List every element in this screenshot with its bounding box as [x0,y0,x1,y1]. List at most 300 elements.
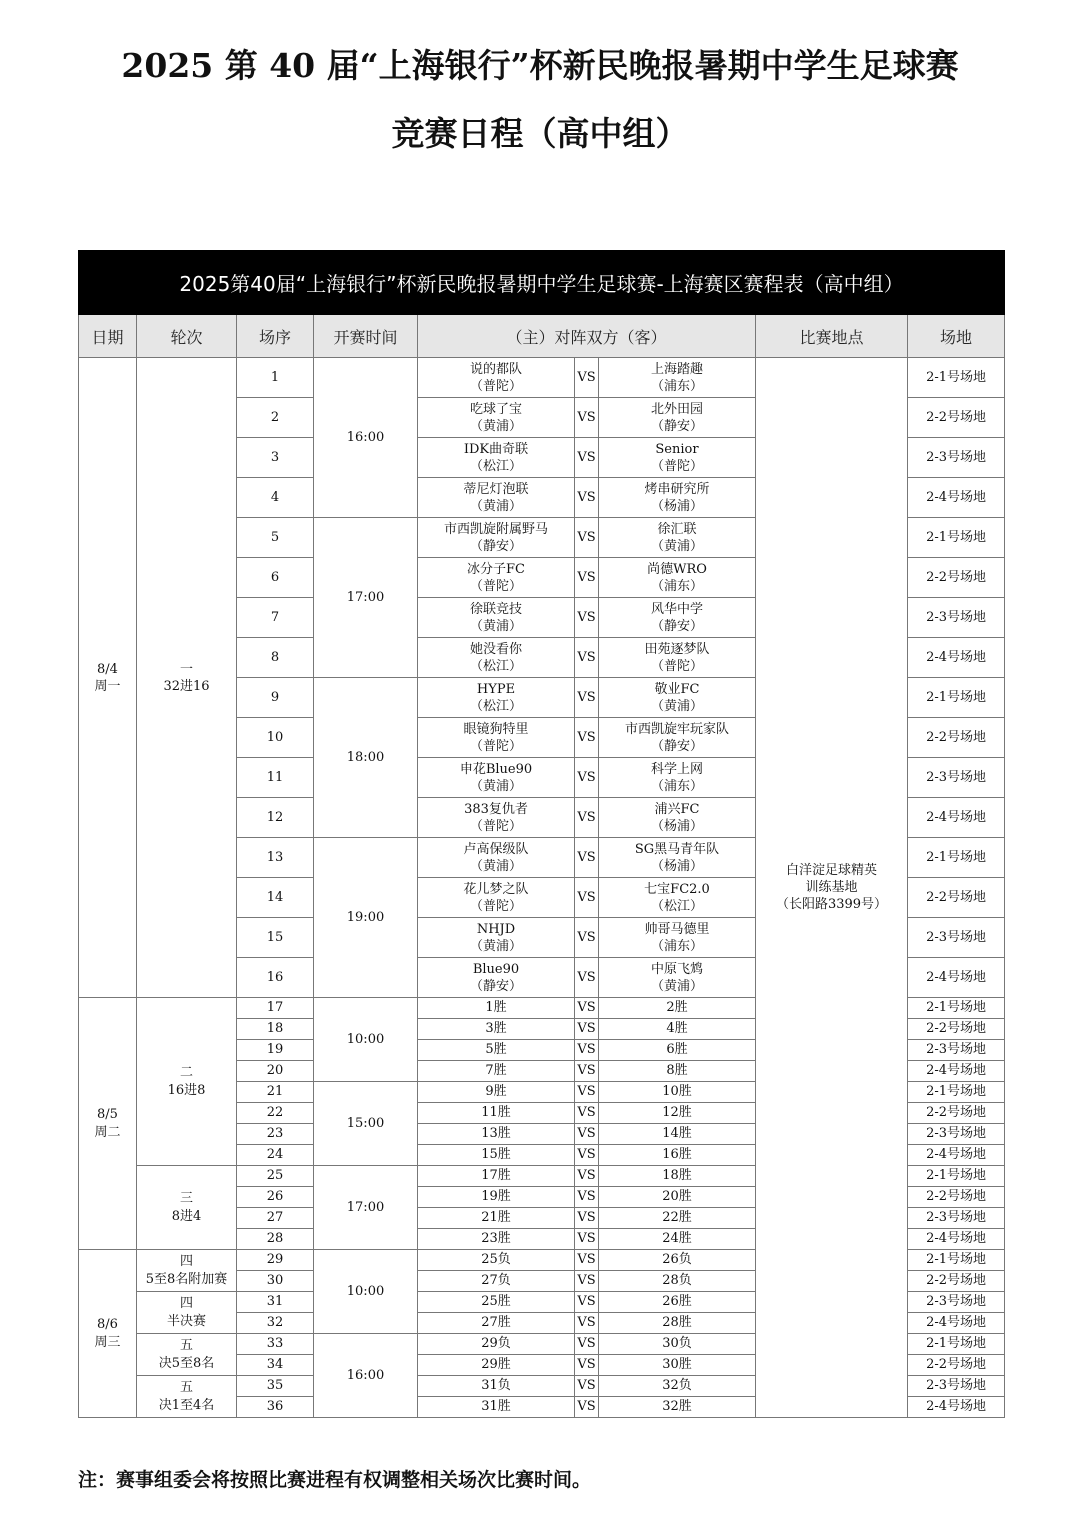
match-number: 28 [237,1229,314,1250]
date-line1: 8/6 [97,1316,118,1332]
away-team-line1: 徐汇联 [657,521,697,537]
vs-label: VS [575,678,599,718]
date-line2: 周三 [94,1334,121,1350]
vs-label: VS [575,1103,599,1124]
field-cell: 2-2号场地 [908,558,1005,598]
home-team: 1胜 [418,998,575,1019]
home-team [418,358,575,398]
away-team [599,518,756,558]
home-team: 31负 [418,1376,575,1397]
home-team-line2: （松江） [469,698,522,714]
field-cell: 2-1号场地 [908,1166,1005,1187]
home-team-line2: （黄浦） [469,418,522,434]
vs-label: VS [575,1082,599,1103]
round-line2: 8进4 [171,1208,202,1224]
home-team: 27胜 [418,1313,575,1334]
away-team-line1: Senior [655,441,699,457]
kickoff-time: 17:00 [314,518,418,678]
match-number: 12 [237,798,314,838]
away-team-line1: 田苑逐梦队 [644,641,710,657]
field-cell: 2-1号场地 [908,678,1005,718]
match-number: 30 [237,1271,314,1292]
home-team-line1: 花儿梦之队 [463,881,529,897]
round-cell [137,1334,237,1376]
away-team-line2: （杨浦） [650,858,703,874]
away-team [599,838,756,878]
vs-label: VS [575,918,599,958]
round-line1: 三 [179,1190,193,1206]
header-round: 轮次 [137,315,237,358]
page-subtitle: 竞赛日程（高中组） [391,114,689,153]
header-date: 日期 [79,315,137,358]
match-number: 11 [237,758,314,798]
away-team [599,678,756,718]
home-team-line1: 383复仇者 [464,801,528,817]
match-number: 34 [237,1355,314,1376]
home-team: 9胜 [418,1082,575,1103]
away-team-line1: 烤串研究所 [644,481,710,497]
away-team: 22胜 [599,1208,756,1229]
field-cell: 2-2号场地 [908,878,1005,918]
home-team-line1: 蒂尼灯泡联 [463,481,529,497]
home-team-line2: （静安） [469,538,522,554]
away-team-line1: SG黑马青年队 [634,841,720,857]
away-team-line1: 风华中学 [650,601,703,617]
home-team-line1: NHJD [476,921,516,937]
header-time: 开赛时间 [314,315,418,358]
away-team [599,438,756,478]
round-cell [137,1376,237,1418]
kickoff-time: 15:00 [314,1082,418,1166]
date-cell [79,1250,137,1418]
field-cell: 2-1号场地 [908,1334,1005,1355]
home-team: 11胜 [418,1103,575,1124]
match-number: 7 [237,598,314,638]
home-team-line1: 卢高保级队 [463,841,529,857]
field-cell: 2-1号场地 [908,518,1005,558]
field-cell: 2-4号场地 [908,1229,1005,1250]
away-team-line1: 七宝FC2.0 [644,881,710,897]
away-team-line2: （浦东） [650,378,703,394]
away-team-line1: 浦兴FC [654,801,700,817]
home-team-line2: （普陀） [469,818,522,834]
away-team: 32负 [599,1376,756,1397]
match-number: 32 [237,1313,314,1334]
field-cell: 2-4号场地 [908,478,1005,518]
match-number: 29 [237,1250,314,1271]
field-cell: 2-2号场地 [908,1187,1005,1208]
vs-label: VS [575,718,599,758]
home-team [418,958,575,998]
vs-label: VS [575,1166,599,1187]
away-team-line1: 尚德WRO [647,561,707,577]
match-number: 33 [237,1334,314,1355]
home-team [418,798,575,838]
away-team-line2: （杨浦） [650,818,703,834]
match-number: 9 [237,678,314,718]
round-line1: 二 [179,1064,193,1080]
round-cell [137,998,237,1166]
venue-cell [756,358,908,1418]
home-team [418,478,575,518]
table-row [79,358,1005,398]
date-line2: 周一 [94,678,121,694]
home-team-line2: （普陀） [469,898,522,914]
home-team: 25负 [418,1250,575,1271]
away-team-line2: （普陀） [650,658,703,674]
away-team [599,798,756,838]
field-cell: 2-4号场地 [908,1397,1005,1418]
field-cell: 2-4号场地 [908,798,1005,838]
home-team-line2: （松江） [469,658,522,674]
date-line1: 8/5 [97,1106,118,1122]
match-number: 15 [237,918,314,958]
round-line2: 16进8 [167,1082,206,1098]
vs-label: VS [575,1061,599,1082]
home-team: 27负 [418,1271,575,1292]
field-cell: 2-1号场地 [908,1082,1005,1103]
round-line2: 决5至8名 [158,1355,215,1371]
away-team: 2胜 [599,998,756,1019]
field-cell: 2-2号场地 [908,1271,1005,1292]
kickoff-time: 17:00 [314,1166,418,1250]
home-team-line1: 眼镜狗特里 [463,721,529,737]
vs-label: VS [575,1124,599,1145]
vs-label: VS [575,598,599,638]
away-team: 14胜 [599,1124,756,1145]
vs-label: VS [575,638,599,678]
home-team-line2: （黄浦） [469,858,522,874]
round-line2: 5至8名附加赛 [145,1271,228,1287]
table-banner: 2025第40届“上海银行”杯新民晚报暑期中学生足球赛-上海赛区赛程表（高中组） [79,251,1005,315]
field-cell: 2-4号场地 [908,958,1005,998]
vs-label: VS [575,798,599,838]
date-line1: 8/4 [97,661,118,677]
home-team-line1: Blue90 [472,961,520,977]
vs-label: VS [575,358,599,398]
home-team [418,438,575,478]
home-team-line1: 说的都队 [469,361,522,377]
away-team-line1: 北外田园 [650,401,703,417]
away-team: 12胜 [599,1103,756,1124]
match-number: 24 [237,1145,314,1166]
vs-label: VS [575,998,599,1019]
vs-label: VS [575,1313,599,1334]
round-line2: 半决赛 [166,1313,206,1329]
home-team [418,598,575,638]
away-team: 4胜 [599,1019,756,1040]
home-team: 13胜 [418,1124,575,1145]
vs-label: VS [575,1040,599,1061]
home-team [418,878,575,918]
match-number: 35 [237,1376,314,1397]
venue-line1: 白洋淀足球精英 [785,863,877,878]
vs-label: VS [575,1250,599,1271]
away-team-line2: （杨浦） [650,498,703,514]
date-cell [79,358,137,998]
home-team: 25胜 [418,1292,575,1313]
field-cell: 2-3号场地 [908,1292,1005,1313]
away-team-line2: （黄浦） [650,978,703,994]
home-team [418,398,575,438]
home-team: 29负 [418,1334,575,1355]
match-number: 23 [237,1124,314,1145]
field-cell: 2-2号场地 [908,398,1005,438]
home-team: 3胜 [418,1019,575,1040]
away-team: 8胜 [599,1061,756,1082]
match-number: 3 [237,438,314,478]
kickoff-time: 18:00 [314,678,418,838]
header-seq: 场序 [237,315,314,358]
home-team-line2: （松江） [469,458,522,474]
away-team: 30负 [599,1334,756,1355]
home-team [418,918,575,958]
match-number: 21 [237,1082,314,1103]
round-cell [137,1250,237,1292]
home-team: 23胜 [418,1229,575,1250]
away-team-line1: 科学上网 [650,761,703,777]
away-team: 30胜 [599,1355,756,1376]
field-cell: 2-1号场地 [908,998,1005,1019]
header-location: 比赛地点 [756,315,908,358]
home-team [418,718,575,758]
field-cell: 2-1号场地 [908,1250,1005,1271]
vs-label: VS [575,438,599,478]
match-number: 20 [237,1061,314,1082]
home-team: 29胜 [418,1355,575,1376]
kickoff-time: 10:00 [314,998,418,1082]
away-team: 6胜 [599,1040,756,1061]
vs-label: VS [575,1292,599,1313]
away-team-line2: （静安） [650,618,703,634]
away-team: 18胜 [599,1166,756,1187]
field-cell: 2-4号场地 [908,1313,1005,1334]
away-team: 32胜 [599,1397,756,1418]
footnote: 注：赛事组委会将按照比赛进程有权调整相关场次比赛时间。 [78,1469,592,1491]
round-line1: 一 [179,661,193,677]
home-team-line1: 市西凯旋附属野马 [443,521,548,537]
vs-label: VS [575,1229,599,1250]
away-team-line2: （浦东） [650,938,703,954]
vs-label: VS [575,478,599,518]
vs-label: VS [575,1019,599,1040]
away-team [599,958,756,998]
home-team-line2: （普陀） [469,378,522,394]
vs-label: VS [575,838,599,878]
away-team [599,398,756,438]
round-line2: 决1至4名 [158,1397,215,1413]
home-team-line2: （静安） [469,978,522,994]
home-team: 17胜 [418,1166,575,1187]
match-number: 25 [237,1166,314,1187]
round-line1: 四 [179,1253,193,1269]
match-number: 4 [237,478,314,518]
vs-label: VS [575,1187,599,1208]
vs-label: VS [575,558,599,598]
home-team-line2: （普陀） [469,578,522,594]
away-team-line1: 上海踏趣 [650,361,703,377]
match-number: 18 [237,1019,314,1040]
away-team-line2: （普陀） [650,458,703,474]
kickoff-time: 10:00 [314,1250,418,1334]
vs-label: VS [575,1397,599,1418]
field-cell: 2-4号场地 [908,1061,1005,1082]
vs-label: VS [575,878,599,918]
field-cell: 2-3号场地 [908,758,1005,798]
round-cell [137,358,237,998]
home-team: 19胜 [418,1187,575,1208]
home-team [418,678,575,718]
field-cell: 2-2号场地 [908,718,1005,758]
home-team-line2: （黄浦） [469,618,522,634]
field-cell: 2-3号场地 [908,918,1005,958]
field-cell: 2-3号场地 [908,1208,1005,1229]
match-number: 6 [237,558,314,598]
field-cell: 2-1号场地 [908,838,1005,878]
date-cell [79,998,137,1250]
home-team: 15胜 [418,1145,575,1166]
home-team [418,838,575,878]
home-team-line1: 她没看你 [469,641,522,657]
away-team-line2: （静安） [650,418,703,434]
vs-label: VS [575,518,599,558]
match-number: 31 [237,1292,314,1313]
header-field: 场地 [908,315,1005,358]
field-cell: 2-3号场地 [908,598,1005,638]
field-cell: 2-2号场地 [908,1355,1005,1376]
round-cell [137,1292,237,1334]
home-team-line1: 吃球了宝 [469,401,522,417]
away-team-line2: （静安） [650,738,703,754]
away-team-line2: （浦东） [650,578,703,594]
home-team: 31胜 [418,1397,575,1418]
away-team [599,478,756,518]
home-team [418,638,575,678]
vs-label: VS [575,1355,599,1376]
vs-label: VS [575,398,599,438]
match-number: 22 [237,1103,314,1124]
match-number: 5 [237,518,314,558]
home-team [418,758,575,798]
away-team [599,718,756,758]
home-team-line2: （普陀） [469,738,522,754]
match-number: 16 [237,958,314,998]
away-team: 28负 [599,1271,756,1292]
header-teams: （主）对阵双方（客） [418,315,756,358]
home-team-line1: 申花Blue90 [459,761,533,777]
schedule-table [78,250,1005,1418]
away-team [599,598,756,638]
match-number: 13 [237,838,314,878]
home-team-line2: （黄浦） [469,938,522,954]
field-cell: 2-1号场地 [908,358,1005,398]
home-team-line2: （黄浦） [469,498,522,514]
round-line1: 五 [179,1337,193,1353]
date-line2: 周二 [94,1124,121,1140]
field-cell: 2-3号场地 [908,1040,1005,1061]
away-team: 16胜 [599,1145,756,1166]
kickoff-time: 19:00 [314,838,418,998]
home-team-line1: 徐联竞技 [469,601,522,617]
match-number: 27 [237,1208,314,1229]
home-team: 5胜 [418,1040,575,1061]
round-line2: 32进16 [163,678,210,694]
round-cell [137,1166,237,1250]
away-team-line1: 中原飞鸩 [650,961,703,977]
header-row [79,315,1005,358]
away-team: 28胜 [599,1313,756,1334]
match-number: 1 [237,358,314,398]
home-team: 21胜 [418,1208,575,1229]
away-team-line1: 敬业FC [654,681,700,697]
away-team: 20胜 [599,1187,756,1208]
field-cell: 2-3号场地 [908,438,1005,478]
away-team [599,918,756,958]
away-team [599,878,756,918]
match-number: 10 [237,718,314,758]
match-number: 26 [237,1187,314,1208]
away-team [599,358,756,398]
away-team: 24胜 [599,1229,756,1250]
away-team-line2: （黄浦） [650,698,703,714]
vs-label: VS [575,1145,599,1166]
vs-label: VS [575,758,599,798]
away-team: 26负 [599,1250,756,1271]
home-team [418,518,575,558]
field-cell: 2-3号场地 [908,1376,1005,1397]
away-team-line2: （黄浦） [650,538,703,554]
home-team-line2: （黄浦） [469,778,522,794]
away-team [599,558,756,598]
vs-label: VS [575,1376,599,1397]
away-team-line2: （松江） [650,898,703,914]
away-team: 26胜 [599,1292,756,1313]
home-team [418,558,575,598]
away-team-line2: （浦东） [650,778,703,794]
match-number: 17 [237,998,314,1019]
match-number: 8 [237,638,314,678]
home-team-line1: IDK曲奇联 [463,441,529,457]
vs-label: VS [575,1334,599,1355]
field-cell: 2-3号场地 [908,1124,1005,1145]
round-line1: 四 [179,1295,193,1311]
field-cell: 2-2号场地 [908,1019,1005,1040]
away-team: 10胜 [599,1082,756,1103]
venue-line2: 训练基地 [805,880,858,895]
home-team: 7胜 [418,1061,575,1082]
match-number: 2 [237,398,314,438]
match-number: 19 [237,1040,314,1061]
field-cell: 2-4号场地 [908,1145,1005,1166]
round-line1: 五 [179,1379,193,1395]
vs-label: VS [575,1271,599,1292]
field-cell: 2-2号场地 [908,1103,1005,1124]
away-team-line1: 帅哥马德里 [644,921,710,937]
vs-label: VS [575,958,599,998]
away-team [599,638,756,678]
match-number: 36 [237,1397,314,1418]
away-team-line1: 市西凯旋牢玩家队 [624,721,729,737]
home-team-line1: HYPE [476,681,516,697]
kickoff-time: 16:00 [314,1334,418,1418]
field-cell: 2-4号场地 [908,638,1005,678]
page-title: 2025 第 40 届“上海银行”杯新民晚报暑期中学生足球赛 [121,46,959,85]
home-team-line1: 冰分子FC [467,561,525,577]
match-number: 14 [237,878,314,918]
away-team [599,758,756,798]
vs-label: VS [575,1208,599,1229]
venue-line3: （长阳路3399号） [775,897,888,912]
